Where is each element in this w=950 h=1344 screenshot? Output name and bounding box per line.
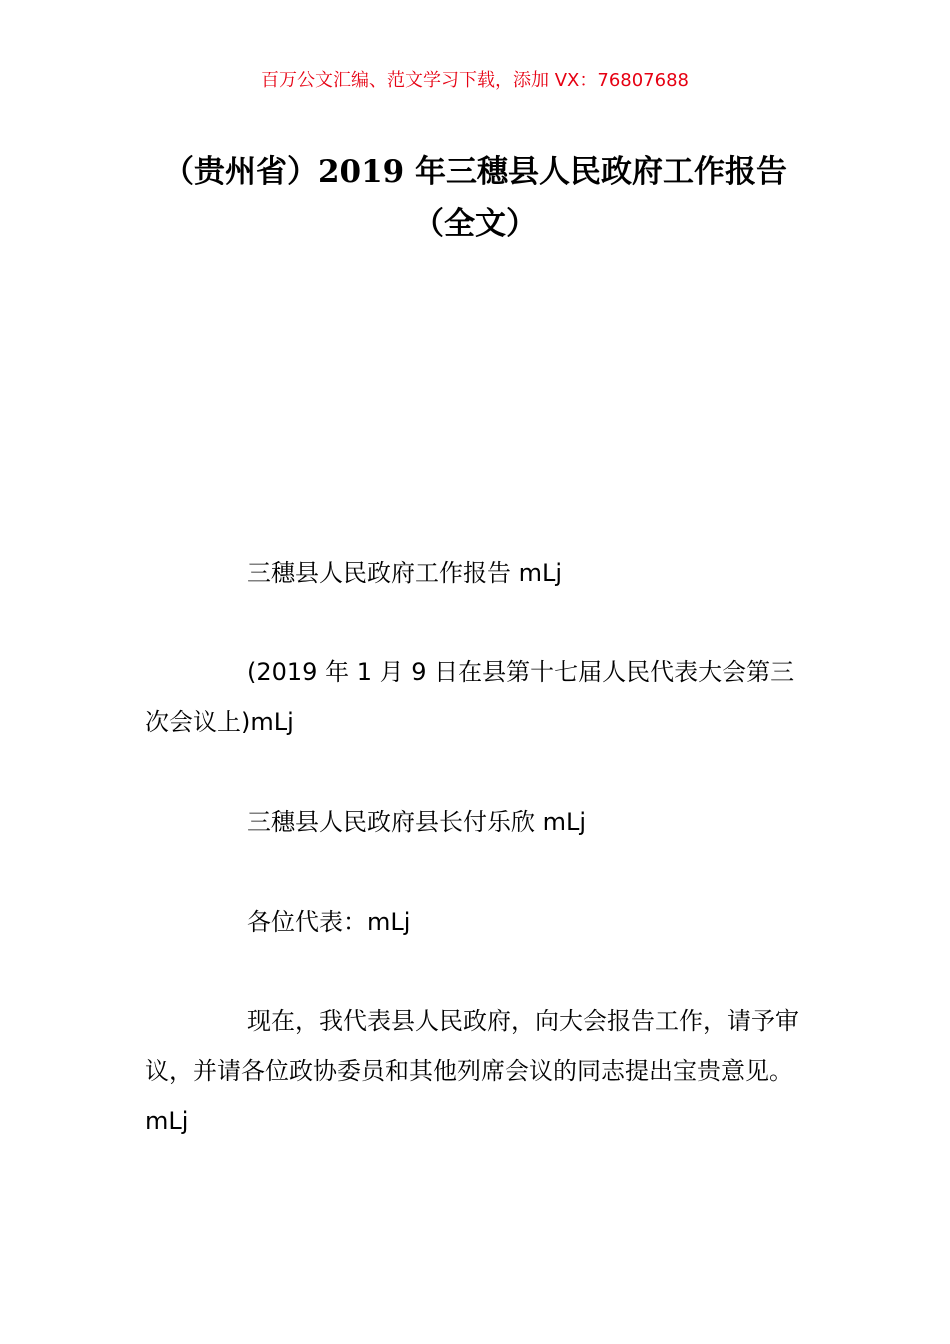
paragraph-greeting: 各位代表：mLj: [247, 908, 411, 936]
watermark-header-note: 百万公文汇编、范文学习下载，添加 VX：76807688: [261, 70, 689, 91]
paragraph-date-line: (2019 年 1 月 9 日在县第十七届人民代表大会第三次会议上)mLj: [145, 658, 795, 736]
paragraph-speaker: 三穗县人民政府县长付乐欣 mLj: [247, 808, 587, 836]
paragraph-intro: 现在，我代表县人民政府，向大会报告工作，请予审议，并请各位政协委员和其他列席会议的同志提出宝贵意见。mLj: [145, 1007, 799, 1135]
paragraph-report-title: 三穗县人民政府工作报告 mLj: [247, 559, 563, 587]
document-title: （贵州省）2019 年三穗县人民政府工作报告（全文）: [162, 154, 788, 242]
